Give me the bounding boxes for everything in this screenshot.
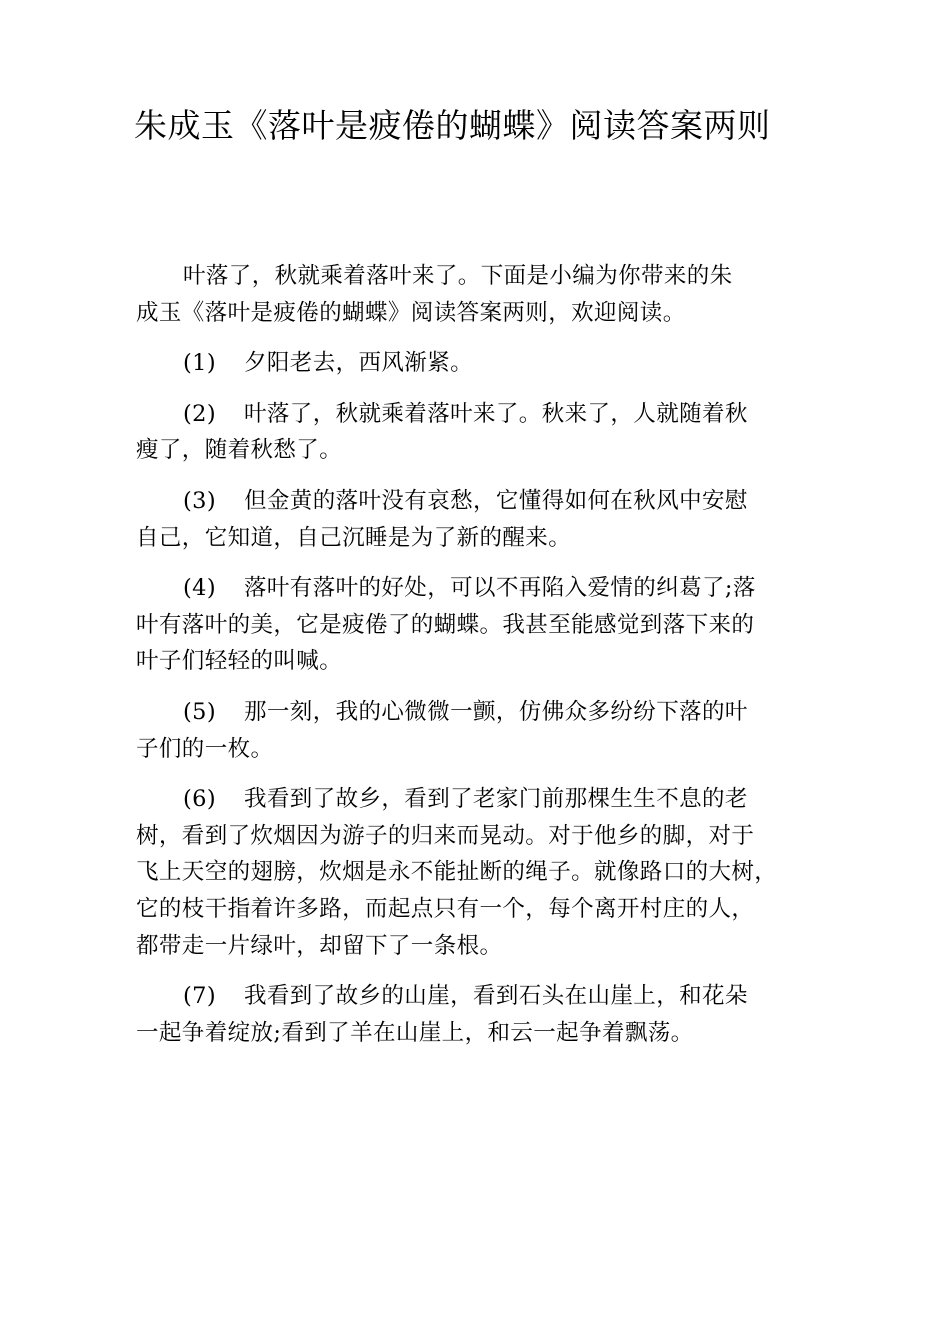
item-text: 那一刻，我的心微微一颤，仿佛众多纷纷下落的叶 [244, 698, 748, 725]
item-line [136, 483, 836, 520]
intro-line: 成玉《落叶是疲倦的蝴蝶》阅读答案两则，欢迎阅读。 [136, 299, 686, 326]
item-number: (2) [183, 400, 217, 427]
item-text: 落叶有落叶的好处，可以不再陷入爱情的纠葛了;落 [244, 575, 756, 602]
item-line [136, 396, 836, 433]
intro-line: 叶落了，秋就乘着落叶来了。下面是小编为你带来的朱 [183, 263, 733, 289]
item-line [136, 345, 836, 382]
item-number: (4) [183, 575, 217, 602]
intro-paragraph [136, 258, 836, 331]
item-number: (6) [183, 786, 217, 813]
item-line [136, 781, 836, 818]
item-text: 叶落了，秋就乘着落叶来了。秋来了，人就随着秋 [244, 400, 748, 427]
item-line [136, 978, 836, 1015]
item-text: 飞上天空的翅膀，炊烟是永不能扯断的绳子。就像路口的大树， [136, 859, 778, 886]
document-body [136, 258, 836, 1051]
item-line [136, 570, 836, 607]
item-text: 树，看到了炊烟因为游子的归来而晃动。对于他乡的脚，对于 [136, 822, 755, 849]
item-text: 叶有落叶的美，它是疲倦了的蝴蝶。我甚至能感觉到落下来的 [136, 611, 755, 638]
item-text: 叶子们轻轻的叫喊。 [136, 648, 343, 675]
item-text: 子们的一枚。 [136, 735, 274, 762]
item-text: 我看到了故乡，看到了老家门前那棵生生不息的老 [244, 786, 748, 813]
item-text: 瘦了，随着秋愁了。 [136, 437, 343, 464]
item-text: 但金黄的落叶没有哀愁，它懂得如何在秋风中安慰 [244, 487, 748, 514]
item-text: 自己，它知道，自己沉睡是为了新的醒来。 [136, 524, 572, 551]
item-line [136, 694, 836, 731]
item-text: 它的枝干指着许多路，而起点只有一个，每个离开村庄的人， [136, 895, 755, 922]
item-number: (3) [183, 487, 217, 514]
item-text: 都带走一片绿叶，却留下了一条根。 [136, 932, 503, 959]
list-item [136, 978, 836, 1051]
page-title: 朱成玉《落叶是疲倦的蝴蝶》阅读答案两则 [134, 106, 771, 145]
item-number: (7) [183, 983, 217, 1010]
item-text: 我看到了故乡的山崖，看到石头在山崖上，和花朵 [244, 983, 748, 1010]
item-number: (5) [183, 698, 217, 725]
list-item [136, 781, 836, 964]
list-item [136, 345, 836, 382]
list-item [136, 694, 836, 767]
list-item [136, 396, 836, 469]
item-number: (1) [183, 350, 217, 377]
item-text: 一起争着绽放;看到了羊在山崖上，和云一起争着飘荡。 [136, 1019, 694, 1046]
item-text: 夕阳老去，西风渐紧。 [244, 350, 474, 377]
list-item [136, 483, 836, 556]
list-item [136, 570, 836, 680]
